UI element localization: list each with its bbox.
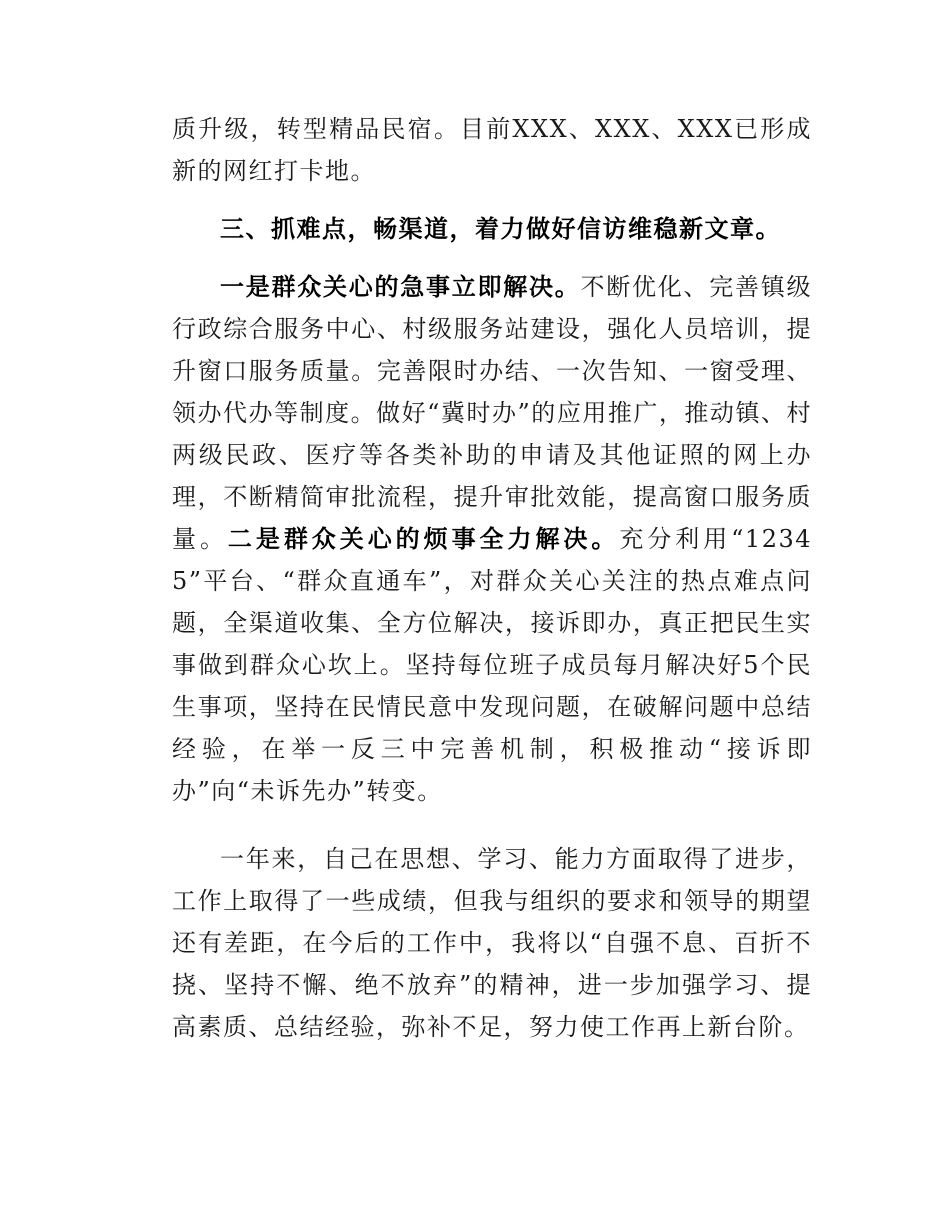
item2-title: 二是群众关心的烦事全力解决。 — [227, 525, 620, 553]
item2-text: 充分利用“12345”平台、“群众直通车”，对群众关心关注的热点难点问题，全渠道收集、全方位解决，接诉即办，真正把民生实事做到群众心坎上。坚持每位班子成员每月解决好5个民生事项，坚持在民情民意中发现问题，在破解问题中总结经验，在举一反三中完善机制，积极推动“接诉即办”向“未诉先办”转变。 — [172, 525, 813, 805]
item1-title: 一是群众关心的急事立即解决。 — [220, 273, 581, 301]
section-body-paragraph — [172, 266, 812, 812]
continuation-paragraph: 质升级，转型精品民宿。目前XXX、XXX、XXX已形成新的网红打卡地。 — [172, 115, 812, 185]
section-heading: 三、抓难点，畅渠道，着力做好信访维稳新文章。 — [220, 215, 781, 243]
conclusion-paragraph: 一年来，自己在思想、学习、能力方面取得了进步，工作上取得了一些成绩，但我与组织的要求和领导的期望还有差距，在今后的工作中，我将以“自强不息、百折不挠、坚持不懈、绝不放弃”的精神，进一步加强学习、提高素质、总结经验，弥补不足，努力使工作再上新台阶。 — [172, 845, 812, 1041]
item1-text: 不断优化、完善镇级行政综合服务中心、村级服务站建设，强化人员培训，提升窗口服务质量。完善限时办结、一次告知、一窗受理、领办代办等制度。做好“冀时办”的应用推广，推动镇、村两级民政、医疗等各类补助的申请及其他证照的网上办理，不断精简审批流程，提升审批效能，提高窗口服务质量。 — [172, 273, 812, 553]
